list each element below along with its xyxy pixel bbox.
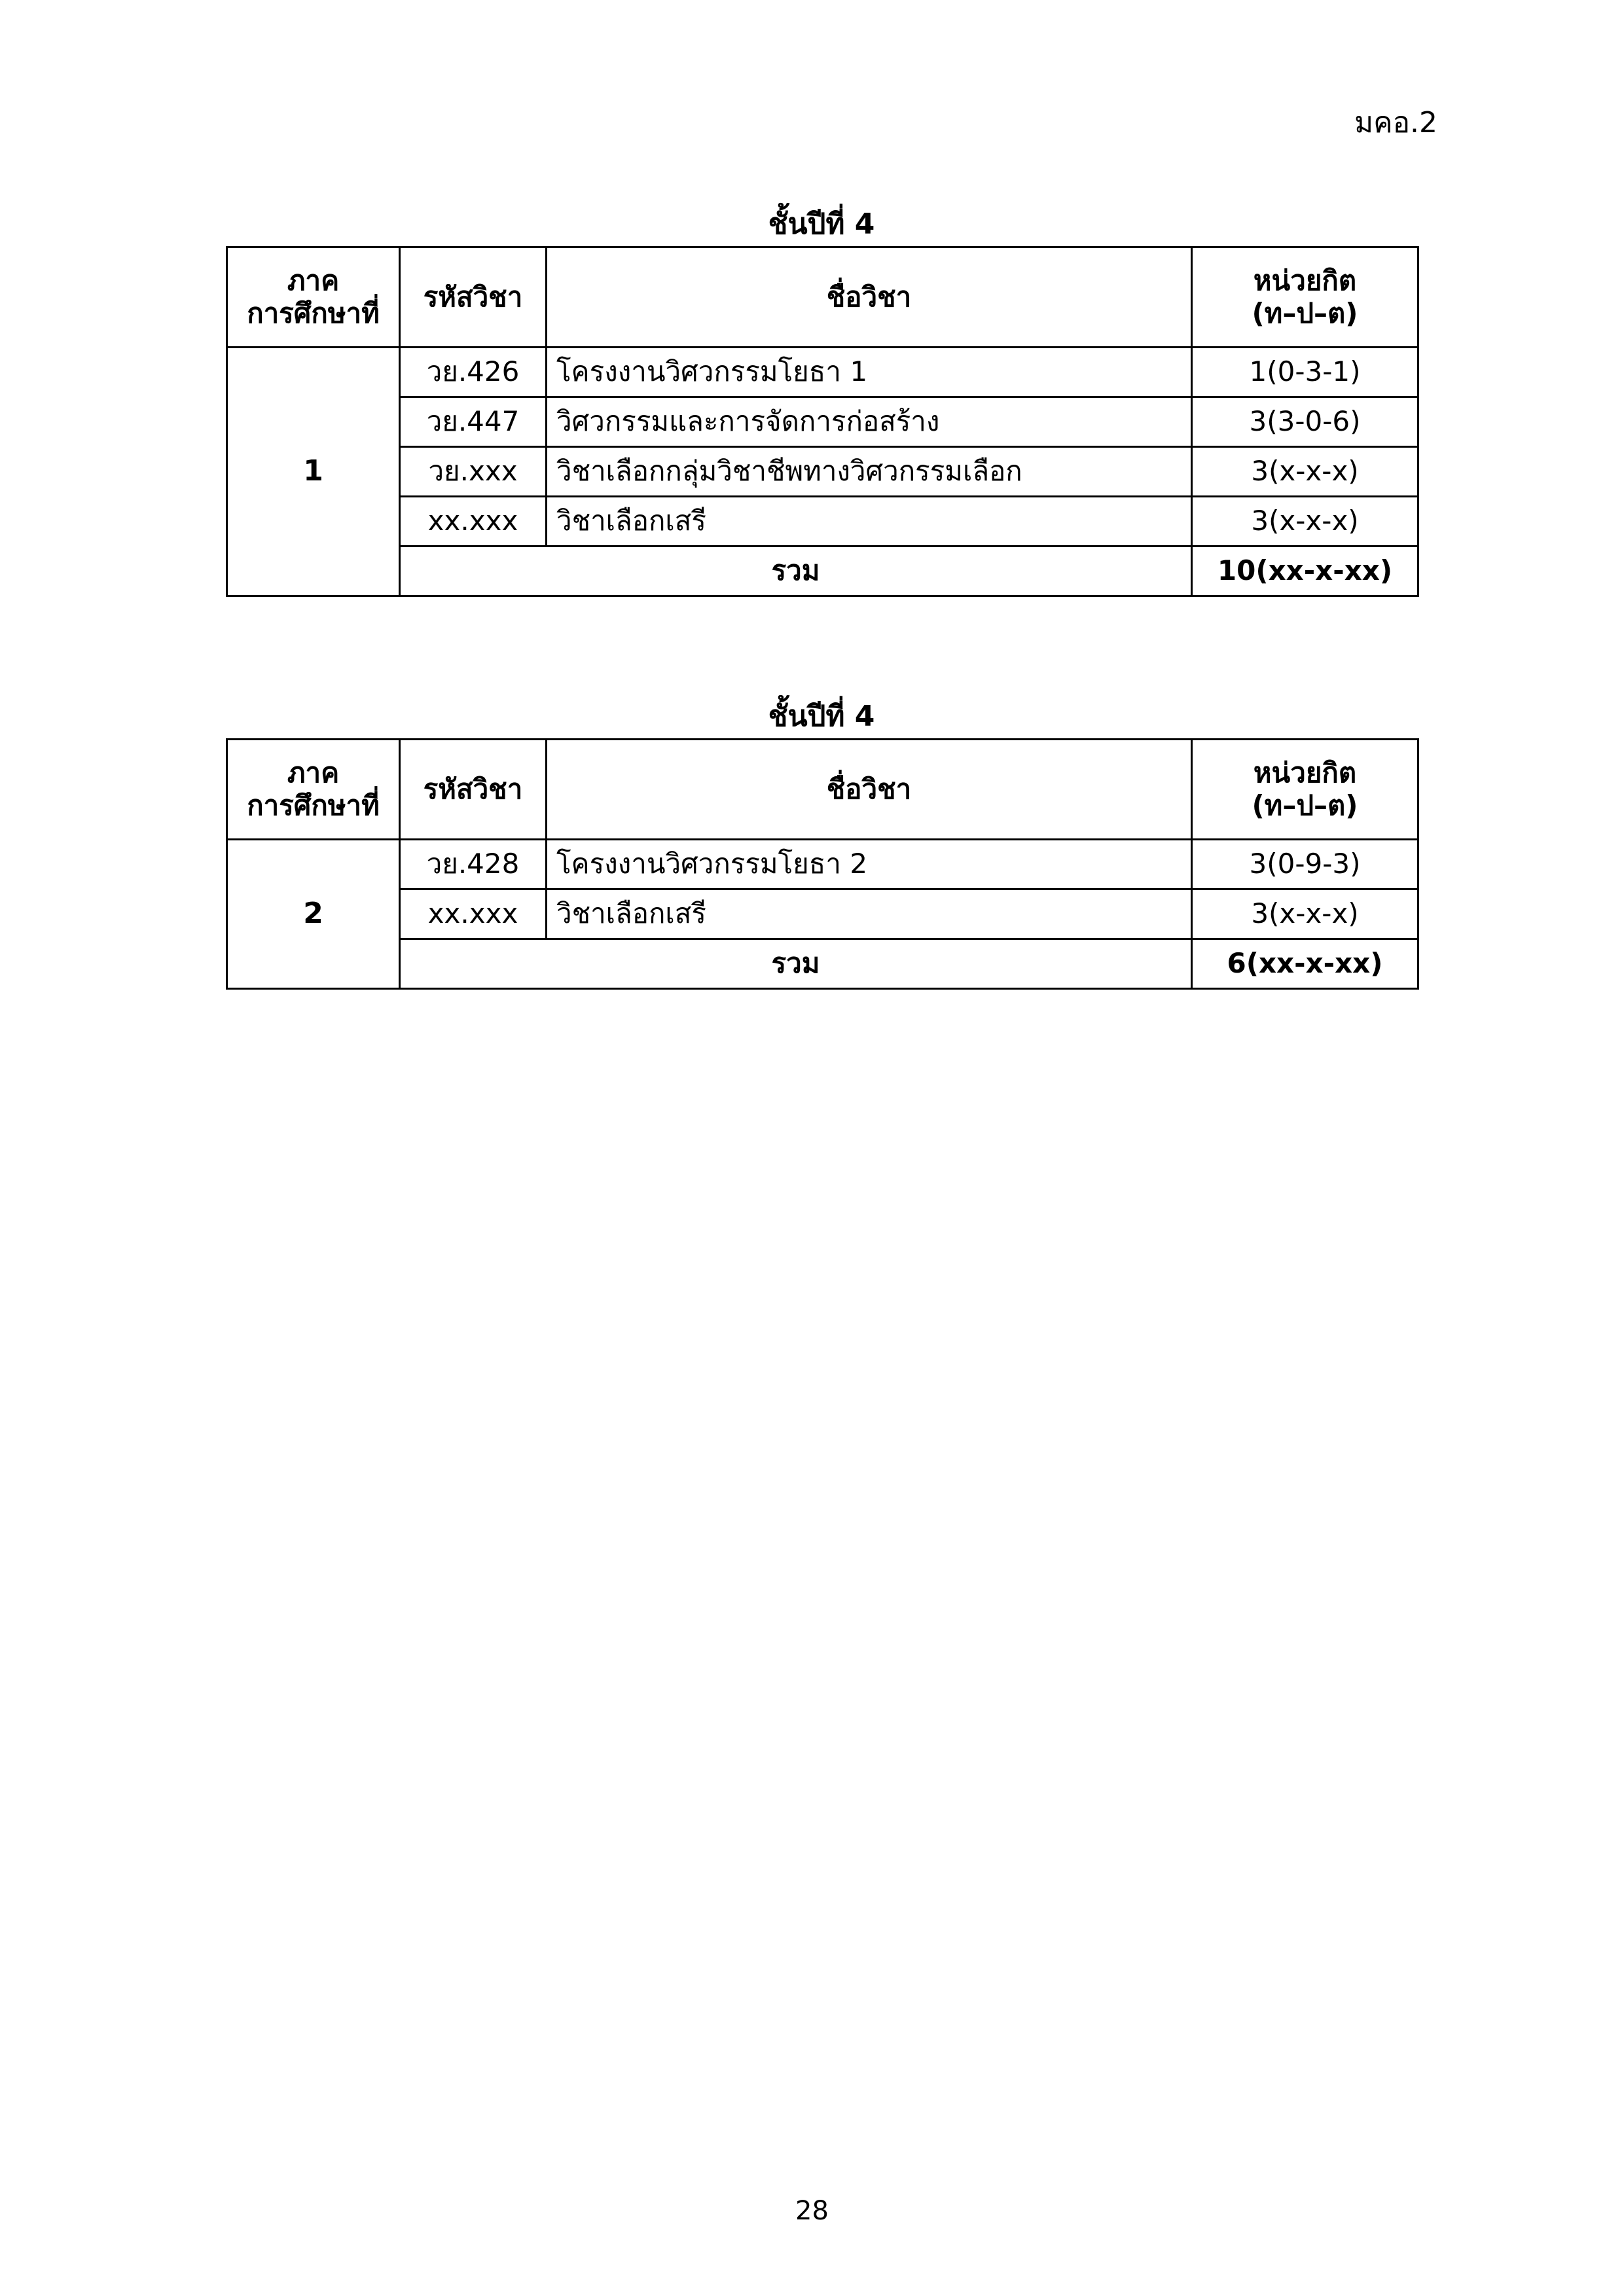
document-code: มคอ.2: [1354, 106, 1437, 139]
course-name-cell: โครงงานวิศวกรรมโยธา 2: [547, 840, 1192, 889]
header-course-name: ชื่อวิชา: [547, 740, 1192, 840]
credits-cell: 3(0-9-3): [1192, 840, 1418, 889]
course-code-cell: วย.447: [400, 397, 547, 447]
year4-semester1-section: [226, 203, 1417, 597]
header-semester-line1: ภาค: [287, 264, 340, 296]
year4-semester2-section: [226, 695, 1417, 990]
header-course-code: รหัสวิชา: [400, 740, 547, 840]
header-credits-line2: (ท–ป–ต): [1252, 297, 1358, 329]
section-title: ชั้นปีที่ 4: [768, 700, 875, 733]
table-row: [227, 840, 1418, 889]
header-credits: [1192, 740, 1418, 840]
credits-cell: 1(0-3-1): [1192, 348, 1418, 397]
header-semester-line2: การศึกษาที่: [247, 297, 380, 329]
course-code-cell: วย.428: [400, 840, 547, 889]
table-row: [227, 889, 1418, 939]
page-number: 28: [795, 2196, 829, 2226]
header-credits-line1: หน่วยกิต: [1253, 756, 1357, 789]
total-label: รวม: [400, 939, 1192, 989]
course-name-cell: โครงงานวิศวกรรมโยธา 1: [547, 348, 1192, 397]
header-credits-line2: (ท–ป–ต): [1252, 789, 1358, 821]
total-row: [227, 939, 1418, 989]
course-table: [226, 246, 1419, 597]
course-name-cell: วิชาเลือกเสรี: [547, 497, 1192, 547]
total-row: [227, 547, 1418, 596]
credits-cell: 3(x-x-x): [1192, 447, 1418, 497]
header-credits: [1192, 247, 1418, 348]
table-row: [227, 497, 1418, 547]
header-semester-line1: ภาค: [287, 756, 340, 789]
semester-cell: 1: [227, 348, 400, 596]
semester-cell: 2: [227, 840, 400, 989]
header-semester: [227, 740, 400, 840]
course-name-cell: วิชาเลือกเสรี: [547, 889, 1192, 939]
course-code-cell: xx.xxx: [400, 497, 547, 547]
header-course-name: ชื่อวิชา: [547, 247, 1192, 348]
course-code-cell: วย.426: [400, 348, 547, 397]
course-name-cell: วิชาเลือกกลุ่มวิชาชีพทางวิศวกรรมเลือก: [547, 447, 1192, 497]
course-table: [226, 738, 1419, 990]
credits-cell: 3(3-0-6): [1192, 397, 1418, 447]
credits-cell: 3(x-x-x): [1192, 889, 1418, 939]
total-label: รวม: [400, 547, 1192, 596]
total-credits: 10(xx-x-xx): [1192, 547, 1418, 596]
credits-cell: 3(x-x-x): [1192, 497, 1418, 547]
table-row: [227, 348, 1418, 397]
total-credits: 6(xx-x-xx): [1192, 939, 1418, 989]
header-course-code: รหัสวิชา: [400, 247, 547, 348]
table-header-row: [227, 247, 1418, 348]
table-header-row: [227, 740, 1418, 840]
table-row: [227, 397, 1418, 447]
course-code-cell: xx.xxx: [400, 889, 547, 939]
header-semester: [227, 247, 400, 348]
section-title: ชั้นปีที่ 4: [768, 207, 875, 241]
header-credits-line1: หน่วยกิต: [1253, 264, 1357, 296]
course-name-cell: วิศวกรรมและการจัดการก่อสร้าง: [547, 397, 1192, 447]
course-code-cell: วย.xxx: [400, 447, 547, 497]
table-row: [227, 447, 1418, 497]
header-semester-line2: การศึกษาที่: [247, 789, 380, 821]
